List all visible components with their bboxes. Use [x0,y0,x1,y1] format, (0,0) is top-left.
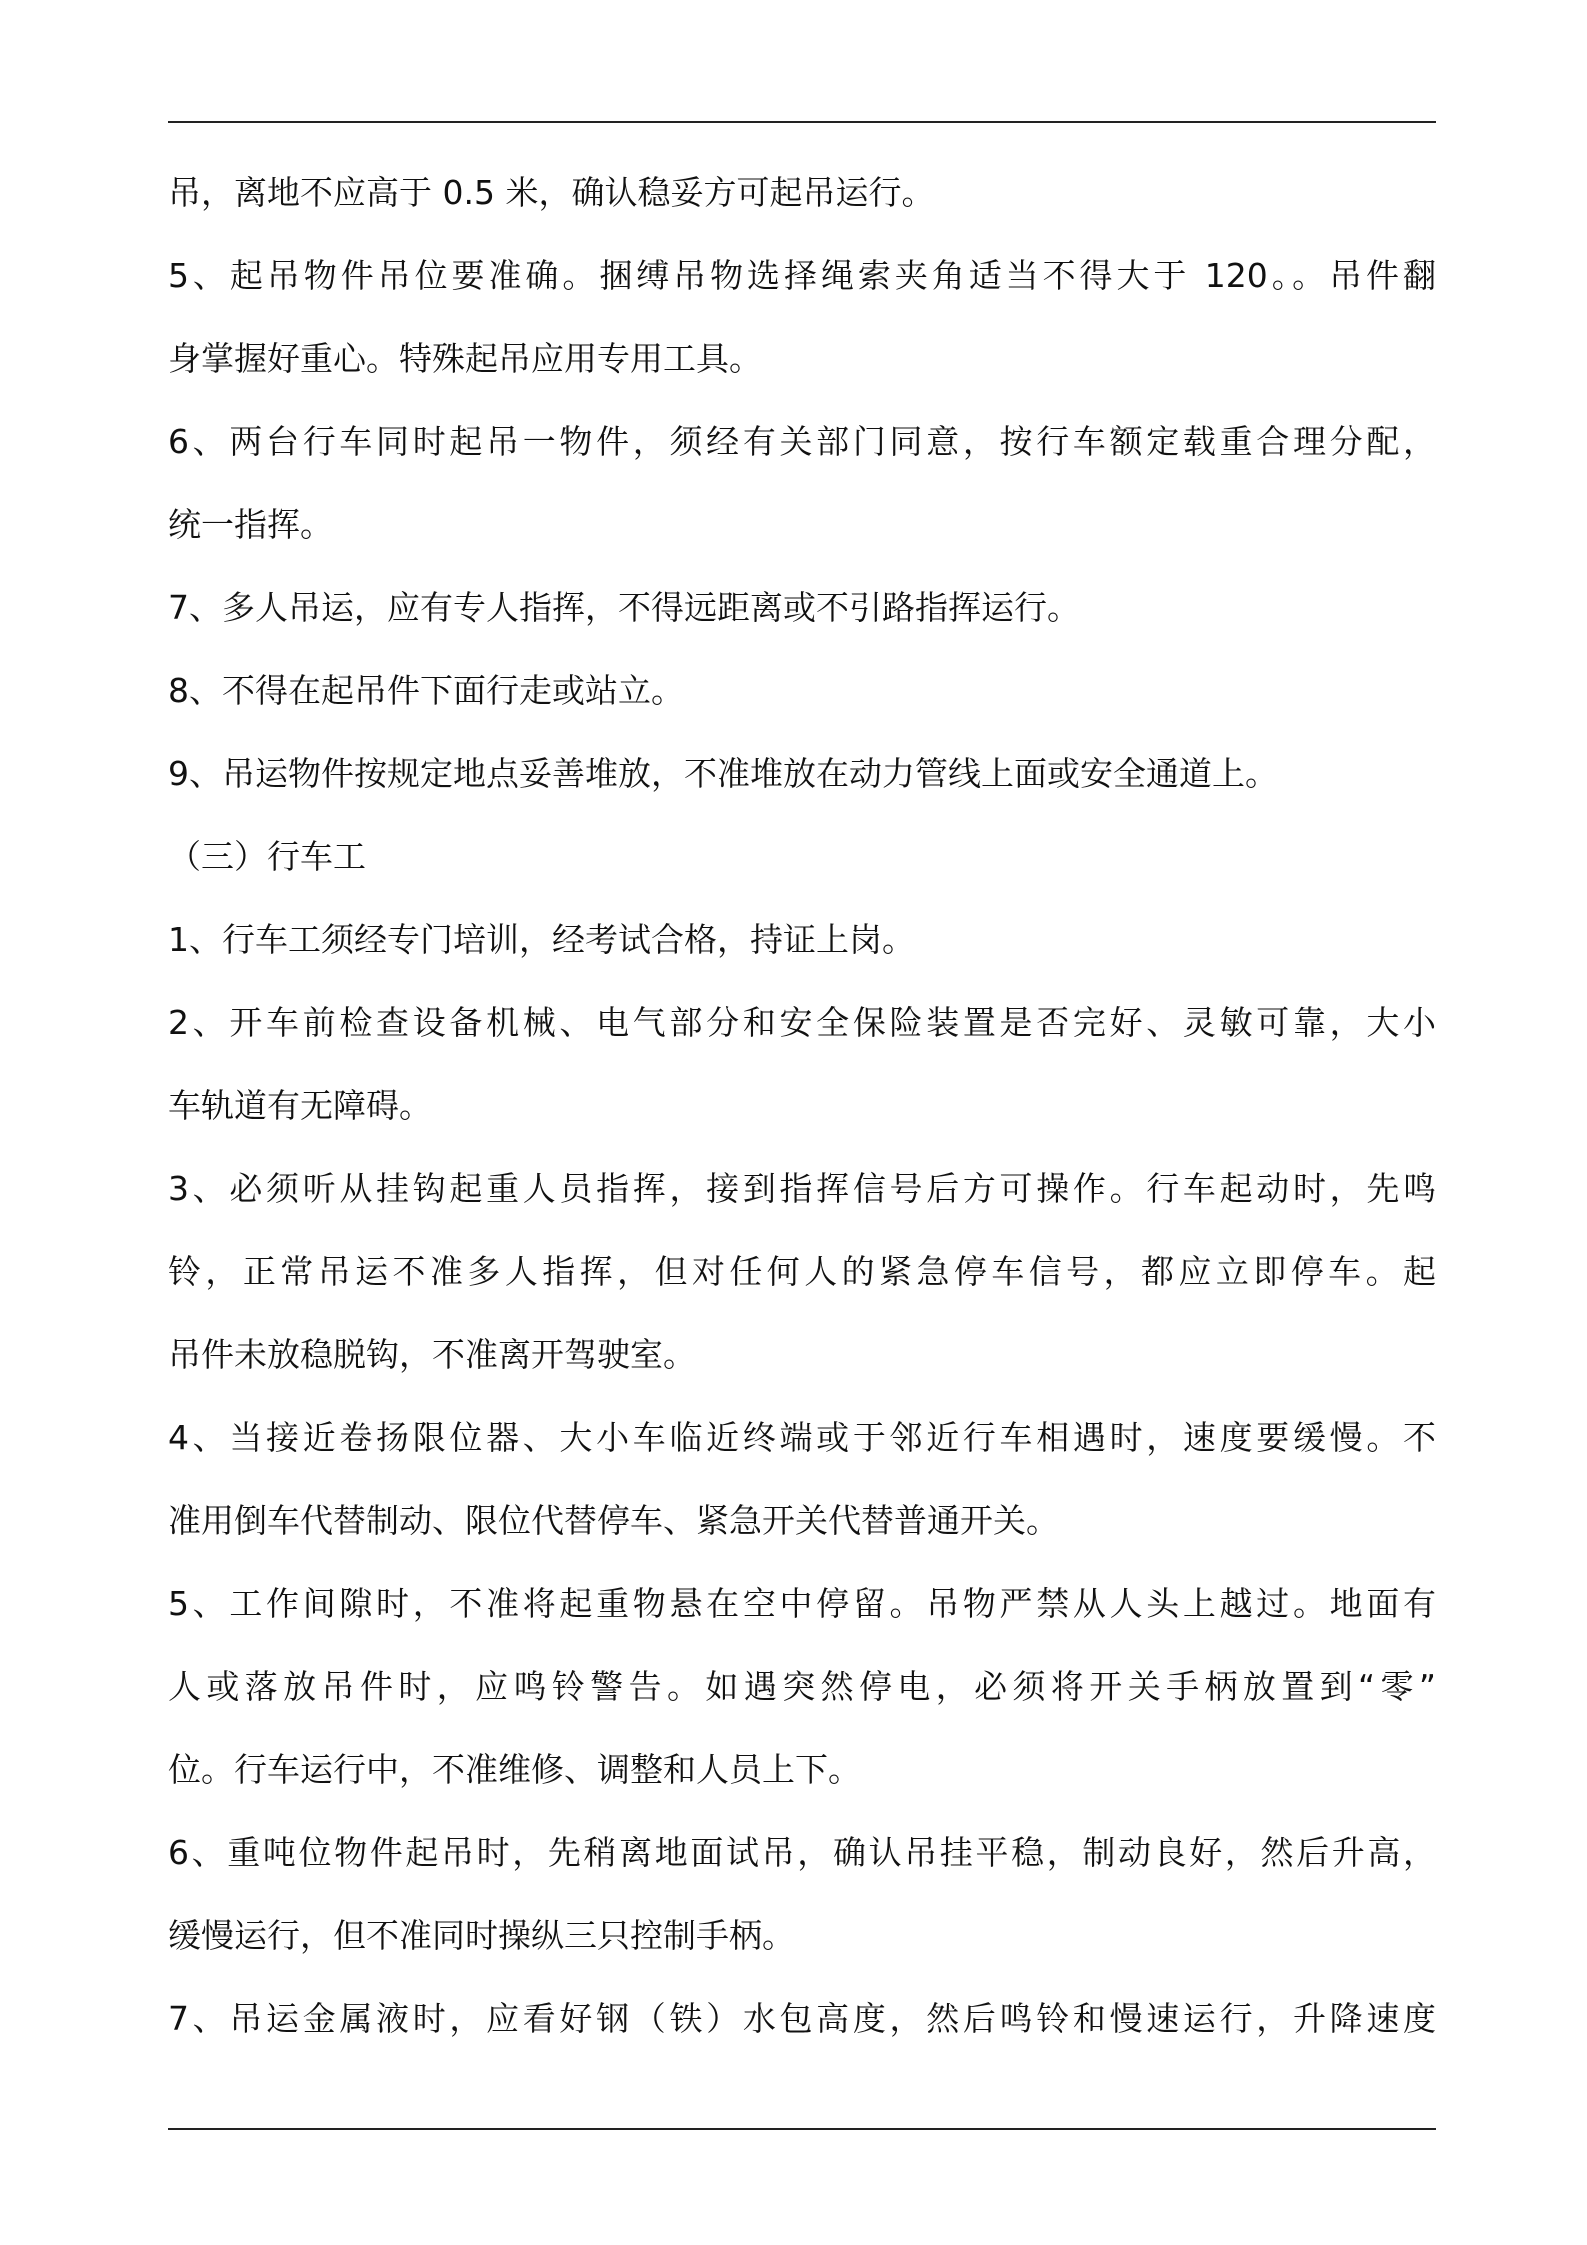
text-line: 人或落放吊件时，应鸣铃警告。如遇突然停电，必须将开关手柄放置到“零” [168,1667,1436,1706]
text-line: 7、吊运金属液时，应看好钢（铁）水包高度，然后鸣铃和慢速运行，升降速度 [168,1999,1436,2038]
text-line: 车轨道有无障碍。 [168,1086,432,1125]
text-line: 6、两台行车同时起吊一物件，须经有关部门同意，按行车额定载重合理分配， [168,422,1436,461]
text-line: 5、工作间隙时，不准将起重物悬在空中停留。吊物严禁从人头上越过。地面有 [168,1584,1436,1623]
text-line: 2、开车前检查设备机械、电气部分和安全保险装置是否完好、灵敏可靠，大小 [168,1003,1436,1042]
text-line: 8、不得在起吊件下面行走或站立。 [168,671,684,710]
text-line: 铃，正常吊运不准多人指挥，但对任何人的紧急停车信号，都应立即停车。起 [168,1252,1436,1291]
text-line: 3、必须听从挂钩起重人员指挥，接到指挥信号后方可操作。行车起动时，先鸣 [168,1169,1436,1208]
header-rule [168,121,1436,123]
text-line: 1、行车工须经专门培训，经考试合格，持证上岗。 [168,920,915,959]
text-line: 位。行车运行中，不准维修、调整和人员上下。 [168,1750,861,1789]
footer-rule [168,2128,1436,2130]
text-line: 7、多人吊运，应有专人指挥，不得远距离或不引路指挥运行。 [168,588,1080,627]
text-line: 缓慢运行，但不准同时操纵三只控制手柄。 [168,1916,795,1955]
text-line: 4、当接近卷扬限位器、大小车临近终端或于邻近行车相遇时，速度要缓慢。不 [168,1418,1436,1457]
text-line: 9、吊运物件按规定地点妥善堆放，不准堆放在动力管线上面或安全通道上。 [168,754,1278,793]
text-line: 6、重吨位物件起吊时，先稍离地面试吊，确认吊挂平稳，制动良好，然后升高， [168,1833,1436,1872]
text-line: 5、起吊物件吊位要准确。捆缚吊物选择绳索夹角适当不得大于 120。。吊件翻 [168,256,1436,295]
text-line: 吊，离地不应高于 0.5 米，确认稳妥方可起吊运行。 [168,173,935,212]
section-heading: （三）行车工 [168,837,366,876]
text-line: 身掌握好重心。特殊起吊应用专用工具。 [168,339,762,378]
document-body [168,158,1436,2067]
text-line: 准用倒车代替制动、限位代替停车、紧急开关代替普通开关。 [168,1501,1059,1540]
text-line: 统一指挥。 [168,505,333,544]
text-line: 吊件未放稳脱钩，不准离开驾驶室。 [168,1335,696,1374]
